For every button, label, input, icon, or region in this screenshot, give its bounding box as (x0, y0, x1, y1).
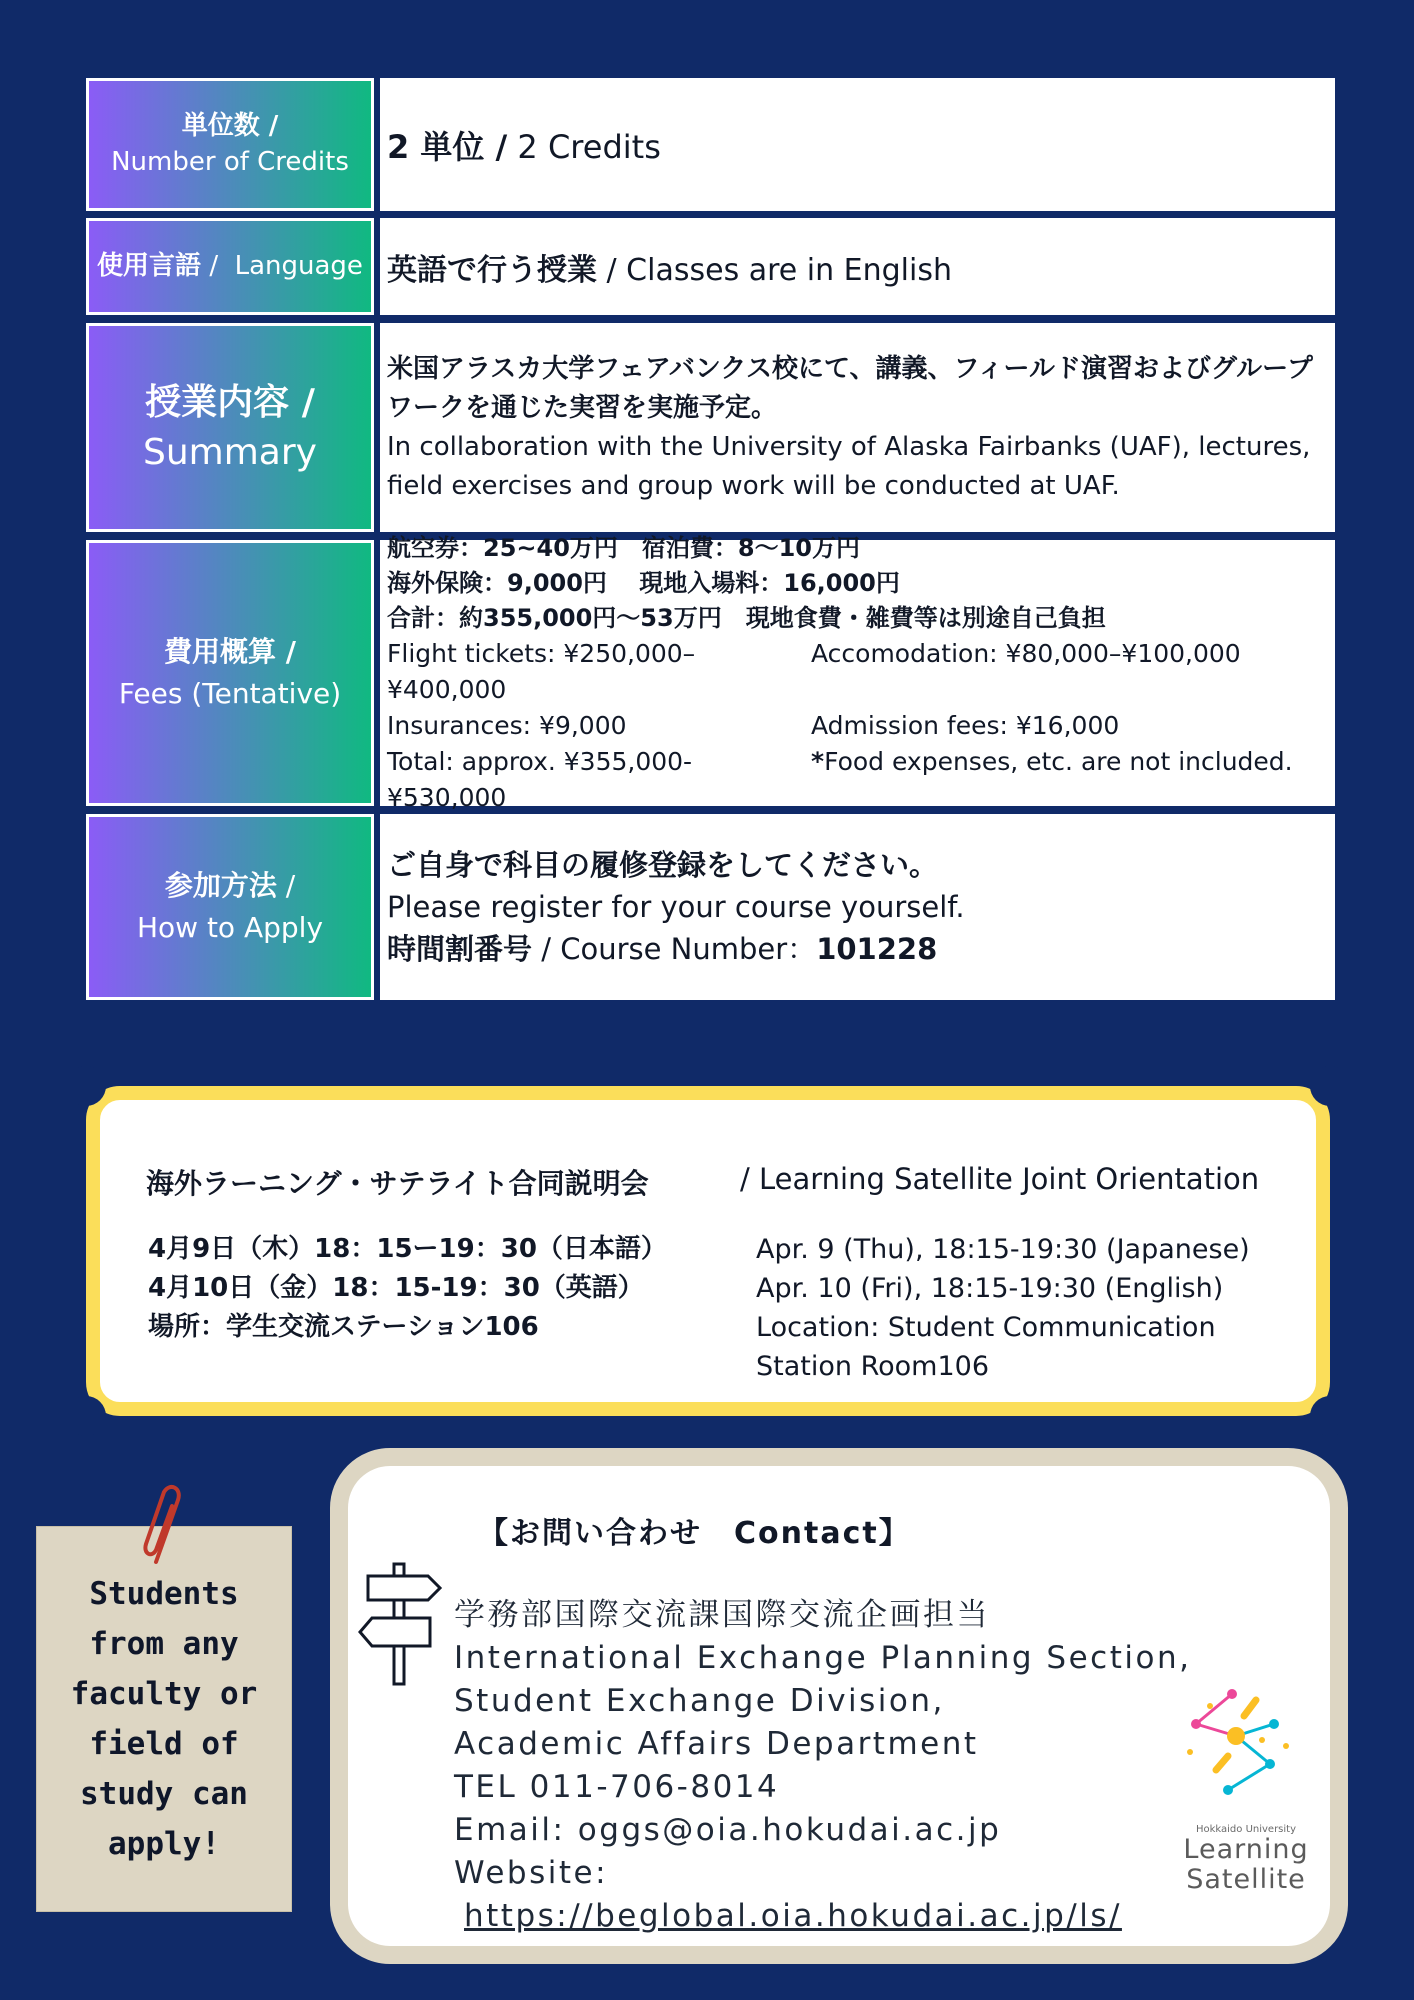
constellation-logo-icon (1166, 1666, 1326, 1816)
language-label (86, 218, 374, 315)
fees-label (86, 540, 374, 806)
logo-university: Hokkaido University (1195, 1824, 1297, 1835)
orientation-en-line: Location: Student Communication (756, 1312, 1216, 1343)
course-label-en: / Course Number： (532, 932, 817, 966)
fees-jp-line-2: 海外保険：9,000円 現地入場料：16,000円 (387, 568, 900, 597)
fees-jp-line-3: 合計：約355,000円〜53万円 現地食費・雑費等は別途自己負担 (387, 603, 1106, 632)
summary-label-jp: 授業内容 / (145, 381, 315, 423)
fees-row (86, 533, 1335, 812)
orientation-jp-line: 4月10日（金）18：15-19：30（英語） (148, 1273, 644, 1303)
fees-total: Total: approx. ¥355,000-¥530,000 (387, 746, 693, 812)
credits-value-jp: 2 単位 / (387, 127, 508, 166)
orientation-title-jp: 海外ラーニング・サテライト合同説明会 (146, 1167, 649, 1200)
summary-label-en: Summary (143, 431, 317, 473)
summary-row (86, 323, 1335, 532)
orientation-en-line: Station Room106 (756, 1351, 989, 1382)
fees-admission: Admission fees: ¥16,000 (811, 710, 1120, 740)
fees-food-asterisk: * (811, 746, 825, 776)
summary-text-en: In collaboration with the University of Alaska Fairbanks (UAF), lectures, field exercises and group work will be conducted at UAF. (387, 431, 1311, 501)
summary-label (86, 323, 374, 532)
apply-label-en: How to Apply (136, 911, 324, 944)
language-label-en: / Language (201, 250, 363, 281)
credits-label-jp: 単位数 / (181, 111, 279, 142)
apply-label-jp: 参加方法 (164, 869, 277, 902)
fees-jp-line-1: 航空券：25~40万円 宿泊費：8〜10万円 (387, 533, 861, 562)
apply-label-slash: / (276, 869, 296, 902)
orientation-title-en: / Learning Satellite Joint Orientation (740, 1162, 1260, 1196)
credits-value (380, 78, 1335, 211)
orientation-jp-line: 4月9日（木）18：15ー19：30（日本語） (148, 1234, 667, 1264)
fees-label-en: Fees (Tentative) (118, 677, 342, 710)
contact-email[interactable]: Email: oggs@oia.hokudai.ac.jp (454, 1812, 1002, 1848)
orientation-en-line: Apr. 10 (Fri), 18:15-19:30 (English) (756, 1273, 1224, 1304)
fees-food: Food expenses, etc. are not included. (824, 746, 1293, 776)
corner-notch (1310, 1396, 1350, 1436)
contact-website-label: Website: (454, 1855, 609, 1891)
contact-website-link[interactable]: https://beglobal.oia.hokudai.ac.jp/ls/ (464, 1898, 1122, 1934)
paperclip-icon (134, 1478, 194, 1570)
fees-value (380, 533, 1335, 812)
fees-accommodation: Accomodation: ¥80,000–¥100,000 (811, 638, 1241, 668)
logo-name-line: Satellite (1186, 1864, 1306, 1895)
credits-label (86, 78, 374, 211)
contact-details (454, 1594, 1191, 1938)
apply-line-en: Please register for your course yourself. (387, 890, 965, 924)
fees-flight: Flight tickets: ¥250,000–¥400,000 (387, 638, 696, 704)
contact-dept-en: Student Exchange Division, (454, 1683, 945, 1719)
summary-value (380, 323, 1335, 532)
corner-notch (66, 1396, 106, 1436)
contact-title: 【お問い合わせ Contact】 (478, 1516, 911, 1551)
summary-text-jp: 米国アラスカ大学フェアバンクス校にて、講義、フィールド演習およびグループワークを通じた実習を実施予定。 (387, 353, 1313, 423)
orientation-jp-details (148, 1230, 667, 1347)
language-value-en: / Classes are in English (597, 252, 952, 288)
fees-insurance: Insurances: ¥9,000 (387, 710, 627, 740)
course-label-jp: 時間割番号 (387, 932, 533, 966)
orientation-en-details (756, 1230, 1250, 1386)
language-row (86, 218, 1335, 315)
language-label-jp: 使用言語 (97, 250, 202, 281)
logo-name-line: Learning (1183, 1834, 1309, 1865)
corner-notch (66, 1066, 106, 1106)
orientation-box (86, 1086, 1330, 1416)
orientation-jp-line: 場所：学生交流ステーション106 (148, 1312, 539, 1342)
credits-value-en: 2 Credits (507, 127, 661, 166)
contact-tel: TEL 011-706-8014 (454, 1769, 780, 1805)
contact-card (330, 1448, 1348, 1964)
apply-value (380, 814, 1335, 1000)
orientation-en-line: Apr. 9 (Thu), 18:15-19:30 (Japanese) (756, 1234, 1250, 1265)
contact-dept-en: International Exchange Planning Section, (454, 1640, 1192, 1676)
apply-line-jp: ご自身で科目の履修登録をしてください。 (387, 848, 939, 882)
language-value (380, 218, 1335, 315)
eligibility-note-text: Students from any faculty or field of study can apply! (70, 1576, 258, 1862)
corner-notch (1310, 1066, 1350, 1106)
credits-label-en: Number of Credits (111, 146, 349, 177)
contact-dept-en: Academic Affairs Department (454, 1726, 979, 1762)
learning-satellite-logo (1166, 1666, 1326, 1895)
eligibility-note (36, 1526, 292, 1912)
fees-label-jp: 費用概算 / (164, 635, 296, 668)
language-value-jp: 英語で行う授業 (387, 252, 597, 288)
apply-row (86, 814, 1335, 1000)
contact-dept-jp: 学務部国際交流課国際交流企画担当 (454, 1597, 990, 1633)
signpost-icon (356, 1558, 446, 1688)
apply-label (86, 814, 374, 1000)
fees-en-grid (387, 636, 1321, 816)
course-number: 101228 (816, 932, 938, 966)
credits-row (86, 78, 1335, 211)
